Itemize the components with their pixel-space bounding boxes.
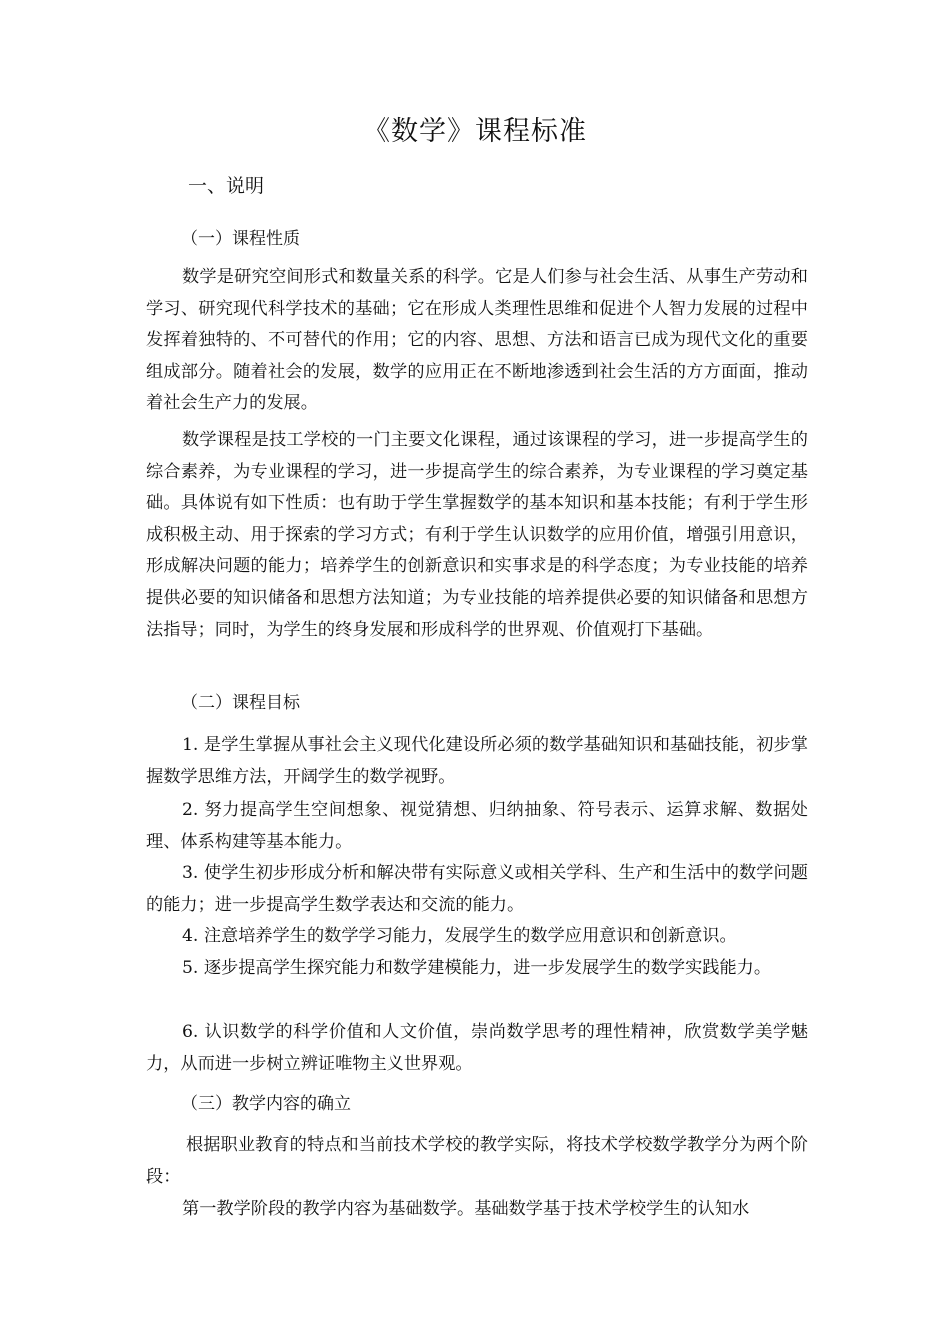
subheading-course-nature: （一）课程性质 [181, 229, 300, 249]
document-title: 《数学》课程标准 [363, 116, 587, 147]
subheading-teaching-content: （三）教学内容的确立 [181, 1094, 351, 1114]
goal-item-4: 4. 注意培养学生的数学学习能力，发展学生的数学应用意识和创新意识。 [182, 926, 737, 946]
goal-item-3: 3. 使学生初步形成分析和解决带有实际意义或相关学科、生产和生活中的数学问题的能力；进一步提高学生数学表达和交流的能力。 [146, 863, 808, 915]
paragraph-teaching-stages: 根据职业教育的特点和当前技术学校的教学实际，将技术学校数学教学分为两个阶段： [146, 1135, 808, 1187]
goal-item-1: 1. 是学生掌握从事社会主义现代化建设所必须的数学基础知识和基础技能，初步掌握数学思维方法，开阔学生的数学视野。 [146, 735, 808, 787]
section-heading-explanation: 一、说明 [188, 175, 265, 197]
goal-item-2: 2. 努力提高学生空间想象、视觉猜想、归纳抽象、符号表示、运算求解、数据处理、体系构建等基本能力。 [146, 800, 808, 852]
paragraph-math-definition: 数学是研究空间形式和数量关系的科学。它是人们参与社会生活、从事生产劳动和学习、研究现代科学技术的基础；它在形成人类理性思维和促进个人智力发展的过程中发挥着独特的、不可替代的作用；它的内容、思想、方法和语言已成为现代文化的重要组成部分。随着社会的发展，数学的应用正在不断地渗透到社会生活的方方面面，推动着社会生产力的发展。 [146, 267, 808, 414]
subheading-course-goals: （二）课程目标 [181, 693, 300, 713]
goal-item-6: 6. 认识数学的科学价值和人文价值，崇尚数学思考的理性精神，欣赏数学美学魅力，从而进一步树立辨证唯物主义世界观。 [146, 1022, 808, 1074]
paragraph-first-stage: 第一教学阶段的教学内容为基础数学。基础数学基于技术学校学生的认知水 [182, 1199, 750, 1219]
paragraph-course-nature: 数学课程是技工学校的一门主要文化课程，通过该课程的学习，进一步提高学生的综合素养，为专业课程的学习，进一步提高学生的综合素养，为专业课程的学习奠定基础。具体说有如下性质：也有助于学生掌握数学的基本知识和基本技能；有利于学生形成积极主动、用于探索的学习方式；有利于学生认识数学的应用价值，增强引用意识，形成解决问题的能力；培养学生的创新意识和实事求是的科学态度；为专业技能的培养提供必要的知识储备和思想方法知道；为专业技能的培养提供必要的知识储备和思想方法指导；同时，为学生的终身发展和形成科学的世界观、价值观打下基础。 [146, 430, 808, 640]
goal-item-5: 5. 逐步提高学生探究能力和数学建模能力，进一步发展学生的数学实践能力。 [182, 958, 772, 978]
